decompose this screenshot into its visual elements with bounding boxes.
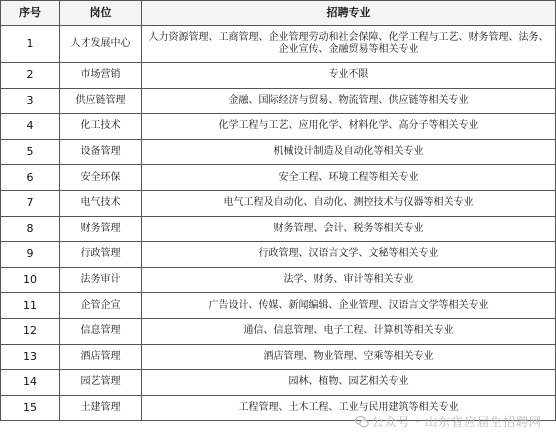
watermark-text: 公众号 · 山东省应届生招聘网 [371,415,542,429]
table-row [1,139,556,165]
row-majors: 行政管理、汉语言文学、文秘等相关专业 [142,242,556,268]
table-row [1,63,556,89]
row-majors: 法学、财务、审计等相关专业 [142,267,556,293]
table-header-row [1,1,556,26]
row-position: 法务审计 [60,267,142,293]
header-position: 岗位 [60,1,142,26]
table-row [1,216,556,242]
table-row [1,267,556,293]
row-majors: 安全工程、环境工程等相关专业 [142,165,556,191]
row-position: 土建管理 [60,395,142,421]
row-position: 园艺管理 [60,370,142,396]
row-position: 人才发展中心 [60,26,142,63]
row-number: 6 [1,165,60,191]
row-majors: 园林、植物、园艺相关专业 [142,370,556,396]
row-majors: 财务管理、会计、税务等相关专业 [142,216,556,242]
row-number: 1 [1,26,60,63]
row-number: 7 [1,190,60,216]
row-majors: 人力资源管理、工商管理、企业管理劳动和社会保障、化学工程与工艺、财务管理、法务、企业宣传、金融贸易等相关专业 [142,26,556,63]
row-majors: 广告设计、传媒、新闻编辑、企业管理、汉语言文学等相关专业 [142,293,556,319]
table-row [1,318,556,344]
row-majors: 电气工程及自动化、自动化、测控技术与仪器等相关专业 [142,190,556,216]
row-position: 电气技术 [60,190,142,216]
table-row [1,190,556,216]
row-number: 10 [1,267,60,293]
header-number: 序号 [1,1,60,26]
row-majors: 化学工程与工艺、应用化学、材料化学、高分子等相关专业 [142,114,556,140]
table-row [1,395,556,421]
row-position: 酒店管理 [60,344,142,370]
row-position: 企管企宣 [60,293,142,319]
row-number: 8 [1,216,60,242]
row-majors: 工程管理、土木工程、工业与民用建筑等相关专业 [142,395,556,421]
row-number: 3 [1,88,60,114]
table-row [1,88,556,114]
table-row [1,242,556,268]
table-row [1,165,556,191]
table-row [1,293,556,319]
row-position: 化工技术 [60,114,142,140]
row-position: 市场营销 [60,63,142,89]
row-number: 4 [1,114,60,140]
table-body [1,26,556,421]
row-position: 设备管理 [60,139,142,165]
row-position: 安全环保 [60,165,142,191]
row-number: 13 [1,344,60,370]
row-majors: 机械设计制造及自动化等相关专业 [142,139,556,165]
row-number: 12 [1,318,60,344]
row-position: 供应链管理 [60,88,142,114]
row-majors: 通信、信息管理、电子工程、计算机等相关专业 [142,318,556,344]
row-number: 2 [1,63,60,89]
row-majors: 金融、国际经济与贸易、物流管理、供应链等相关专业 [142,88,556,114]
row-position: 财务管理 [60,216,142,242]
table-row [1,370,556,396]
row-number: 15 [1,395,60,421]
table-row [1,26,556,63]
table-row [1,344,556,370]
row-number: 11 [1,293,60,319]
header-majors: 招聘专业 [142,1,556,26]
row-number: 5 [1,139,60,165]
row-position: 行政管理 [60,242,142,268]
row-majors: 酒店管理、物业管理、空乘等相关专业 [142,344,556,370]
row-number: 14 [1,370,60,396]
row-number: 9 [1,242,60,268]
table-row [1,114,556,140]
row-majors: 专业不限 [142,63,556,89]
row-position: 信息管理 [60,318,142,344]
